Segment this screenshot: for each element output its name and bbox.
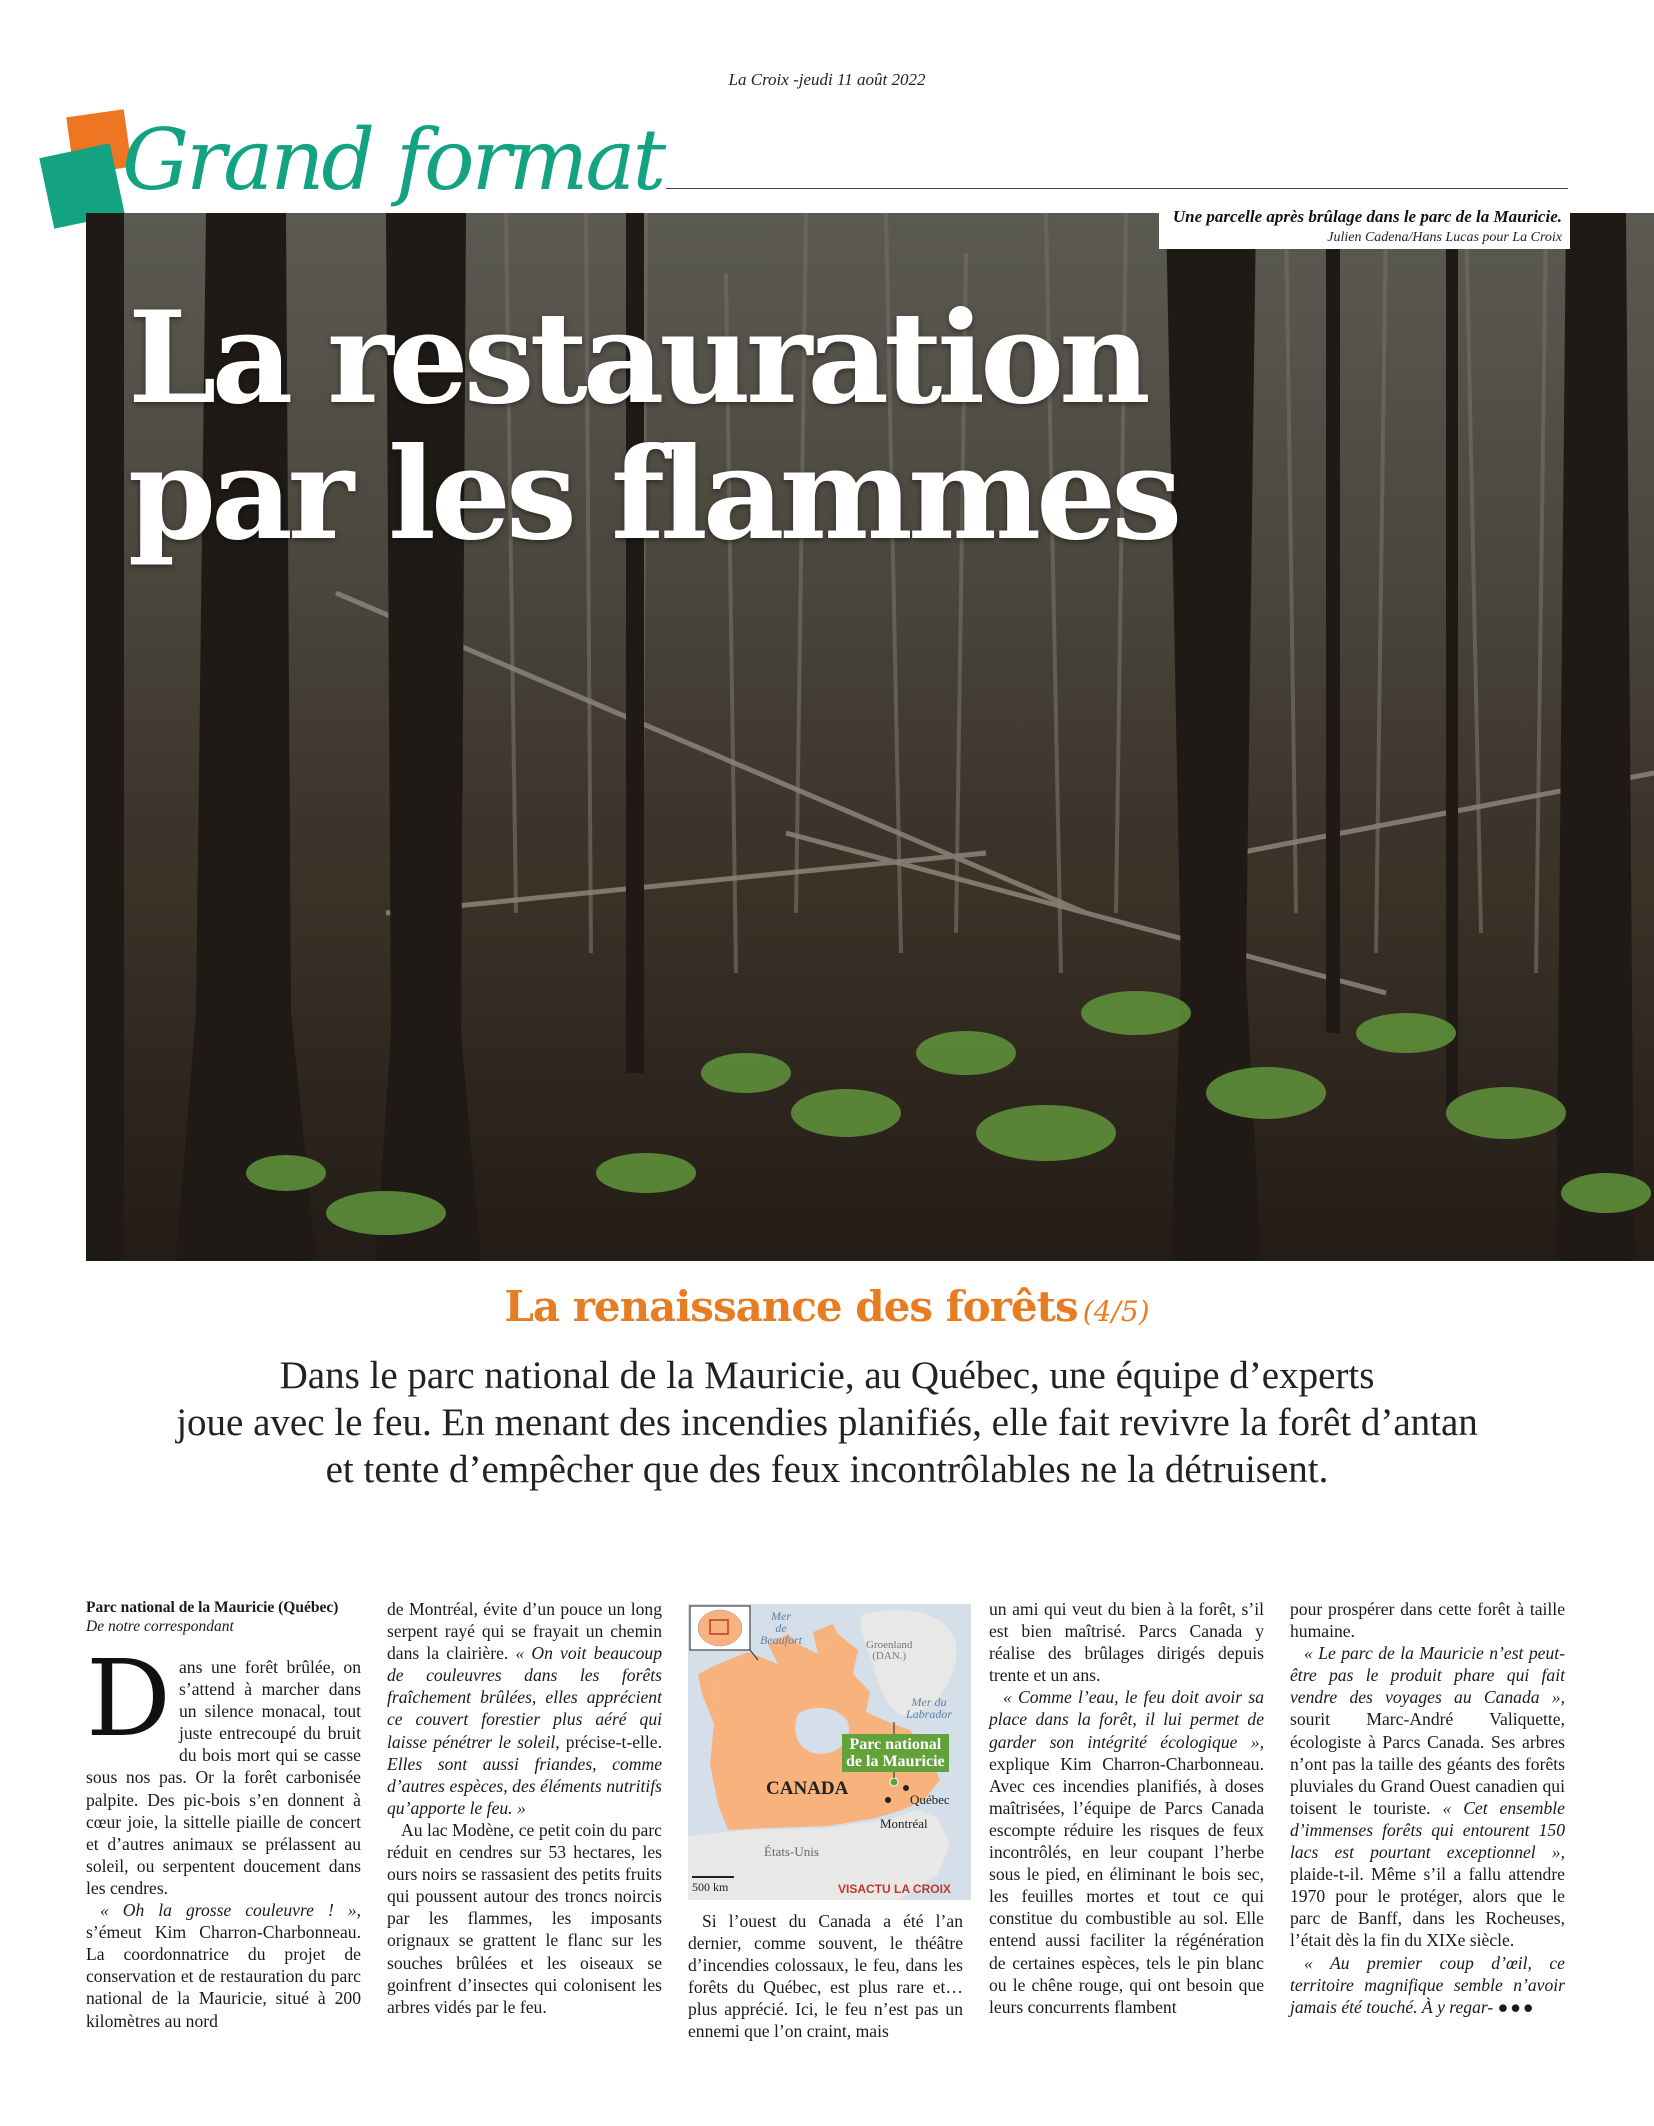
article-paragraph xyxy=(989,1686,1264,2017)
article-paragraph xyxy=(1290,1952,1565,2018)
headline xyxy=(128,284,1178,568)
map-credit xyxy=(838,1882,951,1896)
map-label-text: (DAN.) xyxy=(872,1650,907,1662)
headline-line-1: La restauration xyxy=(128,284,1146,432)
drop-cap: D xyxy=(86,1637,171,1760)
map-label-text: Mer du xyxy=(911,1695,947,1709)
map-country-label: CANADA xyxy=(766,1778,849,1799)
quote-text: « Au premier coup d’œil, ce territoire magnifique semble n’avoir jamais été touché. À y regar- xyxy=(1290,1952,1565,2017)
quote-text: « On voit beaucoup de couleuvres dans les forêts fraîchement brûlées, elles apprécient ce couvert forestier plus aéré qui laisse pénétrer le soleil, xyxy=(387,1643,662,1752)
headline-line-2: par les flammes xyxy=(128,420,1178,568)
paragraph-text: ans une forêt brûlée, on s’attend à marcher dans un silence monacal, tout juste entrecoupé du bruit du bois mort qui se casse sous nos pas. Or la forêt carbonisée palpite. Des pic-bois s’en donnent à cœur joie, la sittelle piaille de concert et d’autres animaux se prélassent au soleil, ou serpentent doucement dans les cendres. xyxy=(86,1657,361,1898)
header-rule xyxy=(666,188,1568,189)
article-paragraph xyxy=(387,1598,662,1819)
map-sea-labrador xyxy=(906,1696,952,1720)
standfirst-line-1: Dans le parc national de la Mauricie, au Québec, une équipe d’experts xyxy=(279,1354,1375,1397)
map-label-text: Mer xyxy=(771,1609,791,1623)
map-sea-beaufort xyxy=(760,1610,802,1646)
map-city-quebec: Québec xyxy=(910,1792,950,1807)
series-number: (4/5) xyxy=(1082,1295,1150,1328)
series-title xyxy=(0,1282,1654,1331)
map-label-text: Parc national xyxy=(849,1736,942,1753)
paragraph-text: sourit Marc-André Valiquette, écologiste à Parcs Canada. Ses arbres n’ont pas la taille des géants des forêts pluviales du Grand Ouest canadien qui toisent le touriste. xyxy=(1290,1709,1565,1818)
map-label-text: de xyxy=(775,1621,787,1635)
article-paragraph xyxy=(1290,1642,1565,1951)
map-park-label xyxy=(842,1734,949,1772)
map-credit-visactu: VISACTU xyxy=(838,1882,891,1896)
article-paragraph: pour prospérer dans cette forêt à taille humaine. xyxy=(1290,1599,1565,1642)
article-paragraph xyxy=(86,1637,361,1899)
paragraph-text: de Montréal, évite d’un pouce un long serpent rayé qui se frayait un chemin dans la clairière. xyxy=(387,1599,662,1664)
photo-caption xyxy=(1159,203,1570,249)
section-title: Grand format xyxy=(122,111,664,209)
article-column-3 xyxy=(688,1910,963,2043)
map-credit-lacroix: LA CROIX xyxy=(894,1882,951,1896)
article-location: Parc national de la Mauricie (Québec) xyxy=(86,1599,339,1616)
article-paragraph: un ami qui veut du bien à la forêt, s’il est bien maîtrisé. Parcs Canada y réalise des brûlages dirigés depuis trente et un ans. xyxy=(989,1599,1264,1686)
series-name: La renaissance des forêts xyxy=(504,1282,1078,1331)
continues-marker: ●●● xyxy=(1497,1996,1536,2017)
article-paragraph: Si l’ouest du Canada a été l’an dernier, comme souvent, le théâtre d’incendies colossaux, le feu, dans les forêts du Québec, est plus rare et… plus apprécié. Ici, le feu n’est pas un ennemi que l’on craint, mais xyxy=(688,1911,963,2042)
quote-text: « Cet ensemble d’immenses forêts qui entourent 150 lacs est pourtant exceptionnel », xyxy=(1290,1797,1565,1863)
quote-text: « Comme l’eau, le feu doit avoir sa place dans la forêt, il lui permet de garder son intégrité écologique », xyxy=(989,1687,1264,1752)
article-column-1 xyxy=(86,1598,361,2032)
photo-caption-text: Une parcelle après brûlage dans le parc de la Mauricie. xyxy=(1172,207,1562,226)
map-label-text: Labrador xyxy=(906,1707,953,1721)
paragraph-text: explique Kim Charron-Charbonneau. Avec ces incendies planifiés, à doses maîtrisées, l’équipe de Parcs Canada escompte réduire les risques de feux incontrôlés, en leur coupant l’herbe sous le pied, en éliminant le bois sec, les feuilles mortes et tout ce qui constitue du combustible au sol. Elle entend aussi faciliter la régénération de certaines espèces, tels le pin blanc ou le chêne rouge, qui ont besoin que leurs concurrents flambent xyxy=(989,1753,1264,2017)
standfirst-line-2: joue avec le feu. En menant des incendies planifiés, elle fait revivre la forêt d’antan xyxy=(176,1401,1478,1444)
paragraph-text: s’émeut Kim Charron-Charbonneau. La coordonnatrice du projet de conservation et de restauration du parc national de la Mauricie, situé à 200 kilomètres au nord xyxy=(86,1922,361,2031)
article-column-4 xyxy=(989,1598,1264,2018)
map-scale: 500 km xyxy=(692,1880,729,1894)
standfirst-line-3: et tente d’empêcher que des feux incontrôlables ne la détruisent. xyxy=(325,1448,1329,1491)
map-us-label: États-Unis xyxy=(764,1844,819,1859)
locator-map xyxy=(688,1604,971,1900)
quote-text: Elles sont aussi friandes, comme d’autres espèces, des éléments nutritifs qu’apporte le feu. » xyxy=(387,1753,662,1818)
paragraph-text: plaide-t-il. Même s’il a fallu attendre 1970 pour le protéger, alors que le parc de Banff, dans les Rocheuses, l’était dès la fin du XIXe siècle. xyxy=(1290,1864,1565,1951)
article-column-5 xyxy=(1290,1598,1565,2018)
standfirst xyxy=(80,1352,1574,1493)
article-column-2 xyxy=(387,1598,662,2018)
map-city-montreal: Montréal xyxy=(880,1816,928,1831)
quote-text: « Le parc de la Mauricie n’est peut-être pas le produit phare qui fait vendre des voyages au Canada », xyxy=(1290,1643,1565,1708)
map-label-text: Beaufort xyxy=(760,1633,802,1647)
dateline: La Croix -jeudi 11 août 2022 xyxy=(728,70,926,89)
quote-text: « Oh la grosse couleuvre ! », xyxy=(100,1900,361,1921)
article-paragraph xyxy=(86,1899,361,2032)
map-label-text: Groenland xyxy=(866,1639,913,1651)
paragraph-text: précise-t-elle. xyxy=(559,1731,662,1752)
article-paragraph: Au lac Modène, ce petit coin du parc réduit en cendres sur 53 hectares, les ours noirs se rassasient des petits fruits qui poussent autour des troncs noircis par les flammes, les imposants orignaux se grattent le flanc sur les souches brûlées et les oiseaux se goinfrent d’insectes qui colonisent les arbres vidés par le feu. xyxy=(387,1819,662,2017)
map-label-text: de la Mauricie xyxy=(846,1753,945,1770)
photo-credit: Julien Cadena/Hans Lucas pour La Croix xyxy=(1327,230,1562,245)
map-greenland xyxy=(866,1640,912,1662)
article-byline: De notre correspondant xyxy=(86,1618,234,1635)
